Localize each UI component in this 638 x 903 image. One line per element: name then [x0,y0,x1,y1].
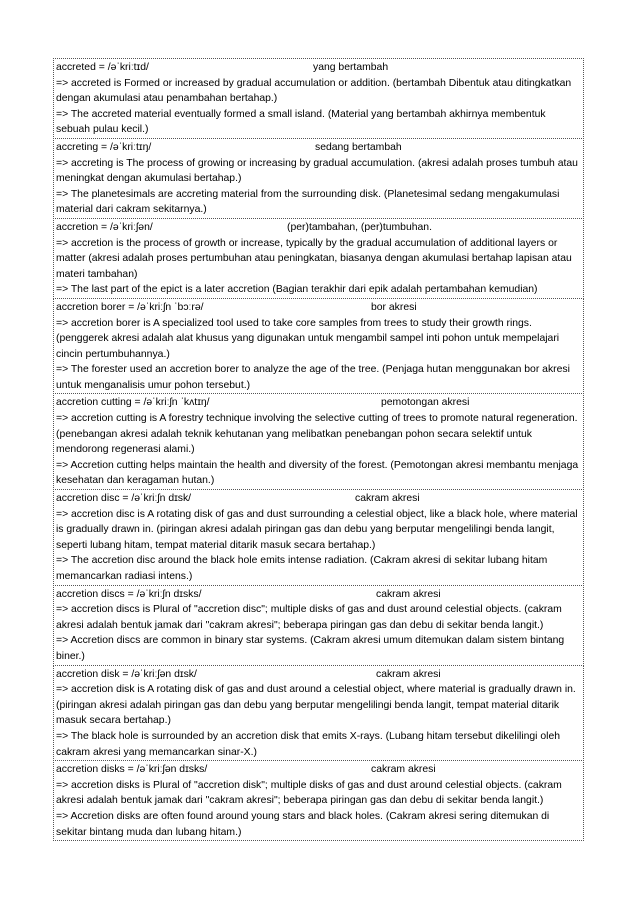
entry-definition: => accretion is the process of growth or increase, typically by the gradual accumulation of additional layers or matter (akresi adalah proses pertumbuhan atau peningkatan, biasanya dengan akumulasi bertahap lapisan atau materi tambahan) [56,237,572,280]
entry-definition: => accretion borer is A specialized tool used to take core samples from trees to study their growth rings. (penggerek akresi adalah alat khusus yang digunakan untuk mengambil sampel inti pohon untuk mempelajari cincin pertumbuhannya.) [56,317,560,360]
entry-header [56,140,581,156]
entry-example: => The accretion disc around the black hole emits intense radiation. (Cakram akresi di sekitar lubang hitam memancarkan radiasi intens.) [56,555,548,582]
entry-headword: accretion discs = /əˈkriːʃn dɪsks/ [56,588,202,600]
entry-definition: => accretion disk is A rotating disk of gas and dust around a celestial object, where material is gradually drawn in. (piringan akresi adalah piringan gas dan debu yang berputar mengelilingi benda langit, tempat material ditarik masuk secara bertahap.) [56,684,576,727]
entry-translation: sedang bertambah [315,141,402,153]
entry-headword: accretion = /əˈkriːʃən/ [56,221,153,233]
entry-translation: cakram akresi [376,668,441,680]
entry-translation: yang bertambah [313,62,389,73]
entry-definition: => accretion disks is Plural of "accretion disk"; multiple disks of gas and dust around celestial objects. (cakram akresi adalah bentuk jamak dari "cakram akresi"; beberapa piringan gas dan debu di sekitar benda langit.) [56,779,562,807]
dictionary-entry [53,138,584,219]
entry-example: => The black hole is surrounded by an accretion disk that emits X-rays. (Lubang hitam tersebut dikelilingi oleh cakram akresi yang memancarkan sinar-X.) [56,730,561,758]
entry-definition: => accreting is The process of growing or increasing by gradual accumulation. (akresi adalah proses tumbuh atau meningkat dengan akumulasi bertahap.) [56,157,578,185]
entry-headword: accretion borer = /əˈkriːʃn ˈbɔːrə/ [56,301,204,313]
entry-translation: cakram akresi [355,493,420,505]
dictionary-entry [53,218,584,299]
entry-translation: (per)tambahan, (per)tumbuhan. [287,221,432,233]
entry-headword: accreted = /əˈkriːtɪd/ [56,62,149,73]
entry-translation: cakram akresi [376,588,441,600]
entry-definition: => accretion cutting is A forestry technique involving the selective cutting of trees to promote natural regeneration. (penebangan akresi adalah teknik kehutanan yang melibatkan penebangan pohon secara selektif untuk mendorong regenerasi alami.) [56,413,578,456]
dictionary-entry [53,665,584,762]
entry-example: => Accretion disks are often found around young stars and black holes. (Cakram akresi sering ditemukan di sekitar bintang muda dan lubang hitam.) [56,810,550,838]
entry-header [56,762,581,778]
entry-headword: accreting = /əˈkriːtɪŋ/ [56,141,152,153]
entry-header [56,60,581,76]
entry-example: => Accretion discs are common in binary star systems. (Cakram akresi umum ditemukan dalam sistem bintang biner.) [56,635,565,662]
dictionary-entry [53,760,584,841]
entry-headword: accretion cutting = /əˈkriːʃn ˈkʌtɪŋ/ [56,397,210,409]
entry-header [56,491,581,507]
entry-translation: cakram akresi [371,764,436,776]
entry-example: => The last part of the epict is a later accretion (Bagian terakhir dari epik adalah pertambahan kemudian) [56,284,538,296]
entry-header [56,587,581,603]
entry-headword: accretion disc = /əˈkriːʃn dɪsk/ [56,493,192,505]
entry-header [56,395,581,411]
dictionary-entry [53,585,584,666]
entry-headword: accretion disks = /əˈkriːʃən dɪsks/ [56,764,208,776]
entry-example: => The forester used an accretion borer to analyze the age of the tree. (Penjaga hutan menggunakan bor akresi untuk menganalisis umur pohon tersebut.) [56,364,570,391]
entry-translation: bor akresi [371,301,417,313]
entry-example: => The accreted material eventually formed a small island. (Material yang bertambah akhirnya membentuk sebuah pulau kecil.) [56,108,546,136]
entry-translation: pemotongan akresi [381,397,470,409]
entry-definition: => accreted is Formed or increased by gradual accumulation or addition. (bertambah Dibentuk atau ditingkatkan dengan akumulasi atau penambahan bertahap.) [56,77,572,105]
entry-example: => The planetesimals are accreting material from the surrounding disk. (Planetesimal sedang mengakumulasi material dari cakram sekitarnya.) [56,188,560,216]
dictionary-entry-list [53,59,584,841]
entry-headword: accretion disk = /əˈkriːʃən dɪsk/ [56,668,197,680]
entry-example: => Accretion cutting helps maintain the health and diversity of the forest. (Pemotongan akresi membantu menjaga kesehatan dan keragaman hutan.) [56,459,579,487]
entry-header [56,220,581,236]
entry-definition: => accretion discs is Plural of "accretion disc"; multiple disks of gas and dust around celestial objects. (cakram akresi adalah bentuk jamak dari "cakram akresi"; beberapa piringan gas dan debu di sekitar benda langit.) [56,604,562,631]
dictionary-entry [53,298,584,395]
entry-header [56,300,581,316]
entry-definition: => accretion disc is A rotating disk of gas and dust surrounding a celestial object, like a black hole, where material is gradually drawn in. (piringan akresi adalah piringan gas dan debu yang berputar mengelilingi benda langit, seperti lubang hitam, tempat material ditarik masuk secara bertahap.) [56,508,578,551]
dictionary-entry [53,489,584,586]
dictionary-entry [53,58,584,139]
entry-header [56,667,581,683]
dictionary-entry [53,393,584,490]
